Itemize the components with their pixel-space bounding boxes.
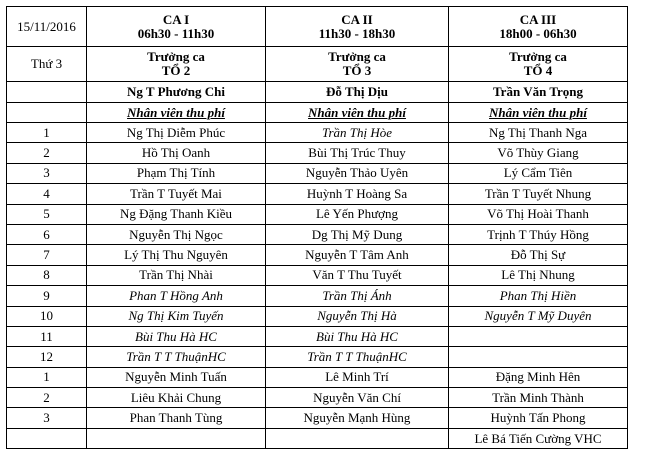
leader-row <box>7 82 628 103</box>
staff-name-shift-2: Huỳnh T Hoàng Sa <box>266 184 449 204</box>
shift-2-team <box>266 47 449 82</box>
staff-name-shift-1: Phan T Hồng Anh <box>87 286 266 306</box>
table-row <box>7 143 628 163</box>
row-number <box>7 428 87 448</box>
staff-name-shift-1: Trần T T ThuậnHC <box>87 347 266 367</box>
row-number: 3 <box>7 408 87 428</box>
staff-name-shift-2: Lê Yến Phượng <box>266 204 449 224</box>
shift-3-team-name: TỔ 4 <box>523 63 553 78</box>
staff-name-shift-1: Nguyễn Thị Ngọc <box>87 224 266 244</box>
staff-name-shift-2: Trần T T ThuậnHC <box>266 347 449 367</box>
row-number: 2 <box>7 388 87 408</box>
shift-2-time: 11h30 - 18h30 <box>318 25 396 41</box>
staff-name-shift-2: Dg Thị Mỹ Dung <box>266 224 449 244</box>
staff-name-shift-2: Bùi Thị Trúc Thuy <box>266 143 449 163</box>
staff-name-shift-3: Đỗ Thị Sự <box>449 245 628 265</box>
shift-3-leader-title: Trưởng ca <box>509 49 567 64</box>
staff-name-shift-3: Lý Cẩm Tiên <box>449 163 628 183</box>
shift-1-leader: Ng T Phương Chi <box>87 82 266 103</box>
team-row <box>7 47 628 82</box>
staff-name-shift-2: Trần Thị Hòe <box>266 123 449 143</box>
table-row <box>7 245 628 265</box>
table-row <box>7 163 628 183</box>
shift-1-team <box>87 47 266 82</box>
staff-name-shift-1: Trần Thị Nhài <box>87 265 266 285</box>
staff-name-shift-2: Lê Minh Trí <box>266 367 449 387</box>
shift-3-role: Nhân viên thu phí <box>449 103 628 123</box>
table-row <box>7 123 628 143</box>
staff-name-shift-3: Trịnh T Thúy Hồng <box>449 224 628 244</box>
row-number: 8 <box>7 265 87 285</box>
row-number: 2 <box>7 143 87 163</box>
shift-2-role: Nhân viên thu phí <box>266 103 449 123</box>
shift-3-leader: Trần Văn Trọng <box>449 82 628 103</box>
row-number: 11 <box>7 326 87 346</box>
shift-3-time: 18h00 - 06h30 <box>499 25 577 41</box>
staff-name-shift-2: Nguyễn T Tâm Anh <box>266 245 449 265</box>
shift-header-row <box>7 7 628 47</box>
staff-name-shift-2: Nguyễn Thảo Uyên <box>266 163 449 183</box>
table-row <box>7 265 628 285</box>
staff-name-shift-3: Trần T Tuyết Nhung <box>449 184 628 204</box>
row-number: 7 <box>7 245 87 265</box>
shift-2-header <box>266 7 449 47</box>
staff-name-shift-3: Đặng Minh Hên <box>449 367 628 387</box>
shift-2-leader-title: Trưởng ca <box>328 49 386 64</box>
staff-name-shift-3: Trần Minh Thành <box>449 388 628 408</box>
staff-rows <box>7 123 628 449</box>
staff-name-shift-3: Võ Thùy Giang <box>449 143 628 163</box>
shift-2-leader: Đỗ Thị Dịu <box>266 82 449 103</box>
shift-1-header <box>87 7 266 47</box>
staff-name-shift-1: Ng Thị Kim Tuyến <box>87 306 266 326</box>
row-number: 1 <box>7 367 87 387</box>
staff-name-shift-2 <box>266 428 449 448</box>
table-row <box>7 184 628 204</box>
staff-name-shift-2: Trần Thị Ánh <box>266 286 449 306</box>
role-row <box>7 103 628 123</box>
staff-name-shift-2: Nguyễn Thị Hà <box>266 306 449 326</box>
staff-name-shift-2: Văn T Thu Tuyết <box>266 265 449 285</box>
table-row <box>7 367 628 387</box>
shift-1-leader-title: Trưởng ca <box>147 49 205 64</box>
staff-name-shift-1: Phạm Thị Tính <box>87 163 266 183</box>
row-number: 5 <box>7 204 87 224</box>
staff-name-shift-3: Lê Thị Nhung <box>449 265 628 285</box>
day-cell: Thứ 3 <box>7 47 87 82</box>
staff-name-shift-2: Nguyễn Văn Chí <box>266 388 449 408</box>
table-row <box>7 428 628 448</box>
row-number: 10 <box>7 306 87 326</box>
staff-name-shift-3: Nguyễn T Mỹ Duyên <box>449 306 628 326</box>
table-row <box>7 408 628 428</box>
staff-name-shift-3: Phan Thị Hiền <box>449 286 628 306</box>
staff-name-shift-3 <box>449 347 628 367</box>
date-cell: 15/11/2016 <box>7 7 87 47</box>
row-number: 6 <box>7 224 87 244</box>
staff-name-shift-1: Liêu Khải Chung <box>87 388 266 408</box>
table-row <box>7 326 628 346</box>
staff-name-shift-1: Lý Thị Thu Nguyên <box>87 245 266 265</box>
table-row <box>7 224 628 244</box>
staff-name-shift-1: Trần T Tuyết Mai <box>87 184 266 204</box>
shift-3-header <box>449 7 628 47</box>
row-number: 4 <box>7 184 87 204</box>
table-row <box>7 204 628 224</box>
staff-name-shift-3 <box>449 326 628 346</box>
staff-name-shift-1: Phan Thanh Tùng <box>87 408 266 428</box>
staff-name-shift-3: Ng Thị Thanh Nga <box>449 123 628 143</box>
staff-name-shift-2: Nguyễn Mạnh Hùng <box>266 408 449 428</box>
staff-name-shift-3: Võ Thị Hoài Thanh <box>449 204 628 224</box>
shift-roster-table <box>6 6 628 449</box>
shift-2-team-name: TỔ 3 <box>342 63 372 78</box>
staff-name-shift-2: Bùi Thu Hà HC <box>266 326 449 346</box>
shift-3-name: CA III <box>519 11 557 27</box>
shift-1-time: 06h30 - 11h30 <box>137 25 215 41</box>
role-row-blank <box>7 103 87 123</box>
staff-name-shift-1: Ng Đặng Thanh Kiều <box>87 204 266 224</box>
staff-name-shift-1: Ng Thị Diễm Phúc <box>87 123 266 143</box>
shift-2-name: CA II <box>341 11 373 27</box>
row-number: 1 <box>7 123 87 143</box>
leader-row-blank <box>7 82 87 103</box>
shift-3-team <box>449 47 628 82</box>
table-row <box>7 388 628 408</box>
table-row <box>7 347 628 367</box>
row-number: 3 <box>7 163 87 183</box>
shift-1-role: Nhân viên thu phí <box>87 103 266 123</box>
row-number: 9 <box>7 286 87 306</box>
table-row <box>7 306 628 326</box>
staff-name-shift-1 <box>87 428 266 448</box>
table-row <box>7 286 628 306</box>
shift-1-name: CA I <box>162 11 190 27</box>
staff-name-shift-1: Nguyễn Minh Tuấn <box>87 367 266 387</box>
staff-name-shift-1: Bùi Thu Hà HC <box>87 326 266 346</box>
staff-name-shift-3: Huỳnh Tấn Phong <box>449 408 628 428</box>
shift-1-team-name: TỔ 2 <box>161 63 191 78</box>
staff-name-shift-1: Hồ Thị Oanh <box>87 143 266 163</box>
row-number: 12 <box>7 347 87 367</box>
staff-name-shift-3: Lê Bá Tiến Cường VHC <box>449 428 628 448</box>
